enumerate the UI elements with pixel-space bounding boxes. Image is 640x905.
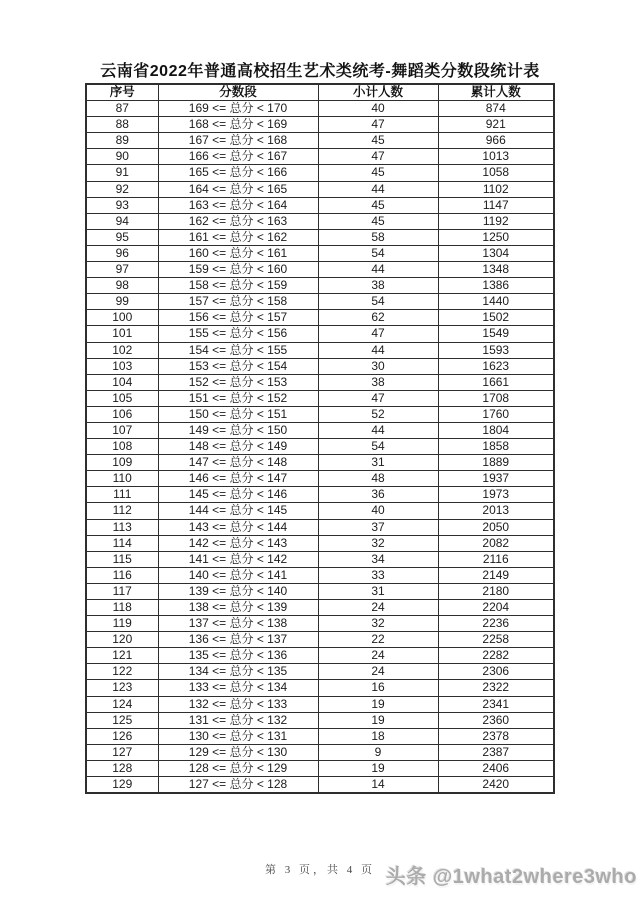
cumulative-count-cell: 1304 bbox=[438, 245, 554, 261]
cumulative-count-cell: 1549 bbox=[438, 326, 554, 342]
score-range-cell: 165 <= 总分 < 166 bbox=[158, 165, 318, 181]
table-row bbox=[86, 648, 554, 664]
score-range-cell: 167 <= 总分 < 168 bbox=[158, 133, 318, 149]
table-row bbox=[86, 519, 554, 535]
table-row bbox=[86, 358, 554, 374]
subtotal-count-cell: 30 bbox=[318, 358, 438, 374]
subtotal-count-cell: 44 bbox=[318, 262, 438, 278]
subtotal-count-cell: 47 bbox=[318, 390, 438, 406]
table-row bbox=[86, 777, 554, 794]
table-row bbox=[86, 535, 554, 551]
subtotal-count-cell: 62 bbox=[318, 310, 438, 326]
score-range-cell: 161 <= 总分 < 162 bbox=[158, 229, 318, 245]
score-range-cell: 149 <= 总分 < 150 bbox=[158, 422, 318, 438]
cumulative-count-cell: 2420 bbox=[438, 777, 554, 794]
subtotal-count-cell: 54 bbox=[318, 245, 438, 261]
table-row bbox=[86, 181, 554, 197]
column-header: 累计人数 bbox=[438, 84, 554, 101]
score-range-cell: 154 <= 总分 < 155 bbox=[158, 342, 318, 358]
page-title: 云南省2022年普通高校招生艺术类统考-舞蹈类分数段统计表 bbox=[100, 63, 540, 80]
cumulative-count-cell: 1973 bbox=[438, 487, 554, 503]
table-row bbox=[86, 471, 554, 487]
table-row bbox=[86, 616, 554, 632]
cumulative-count-cell: 2387 bbox=[438, 744, 554, 760]
score-range-cell: 148 <= 总分 < 149 bbox=[158, 439, 318, 455]
cumulative-count-cell: 1013 bbox=[438, 149, 554, 165]
subtotal-count-cell: 38 bbox=[318, 374, 438, 390]
table-row bbox=[86, 229, 554, 245]
subtotal-count-cell: 24 bbox=[318, 600, 438, 616]
serial-number-cell: 96 bbox=[86, 245, 158, 261]
column-header: 分数段 bbox=[158, 84, 318, 101]
table-row bbox=[86, 664, 554, 680]
toutiao-watermark: 头条 @1what2where3who bbox=[385, 866, 637, 888]
serial-number-cell: 105 bbox=[86, 390, 158, 406]
subtotal-count-cell: 19 bbox=[318, 712, 438, 728]
subtotal-count-cell: 38 bbox=[318, 278, 438, 294]
cumulative-count-cell: 1858 bbox=[438, 439, 554, 455]
subtotal-count-cell: 54 bbox=[318, 294, 438, 310]
score-range-cell: 129 <= 总分 < 130 bbox=[158, 744, 318, 760]
subtotal-count-cell: 31 bbox=[318, 583, 438, 599]
table-row bbox=[86, 487, 554, 503]
subtotal-count-cell: 44 bbox=[318, 342, 438, 358]
subtotal-count-cell: 45 bbox=[318, 133, 438, 149]
serial-number-cell: 87 bbox=[86, 101, 158, 117]
serial-number-cell: 90 bbox=[86, 149, 158, 165]
subtotal-count-cell: 19 bbox=[318, 760, 438, 776]
table-row bbox=[86, 551, 554, 567]
score-range-cell: 160 <= 总分 < 161 bbox=[158, 245, 318, 261]
score-range-cell: 146 <= 总分 < 147 bbox=[158, 471, 318, 487]
score-range-cell: 133 <= 总分 < 134 bbox=[158, 680, 318, 696]
score-range-cell: 127 <= 总分 < 128 bbox=[158, 777, 318, 794]
cumulative-count-cell: 2306 bbox=[438, 664, 554, 680]
column-header: 序号 bbox=[86, 84, 158, 101]
cumulative-count-cell: 2149 bbox=[438, 567, 554, 583]
table-row bbox=[86, 326, 554, 342]
cumulative-count-cell: 1348 bbox=[438, 262, 554, 278]
serial-number-cell: 98 bbox=[86, 278, 158, 294]
table-row bbox=[86, 600, 554, 616]
score-range-cell: 159 <= 总分 < 160 bbox=[158, 262, 318, 278]
subtotal-count-cell: 52 bbox=[318, 406, 438, 422]
cumulative-count-cell: 1502 bbox=[438, 310, 554, 326]
serial-number-cell: 93 bbox=[86, 197, 158, 213]
subtotal-count-cell: 47 bbox=[318, 149, 438, 165]
score-range-cell: 142 <= 总分 < 143 bbox=[158, 535, 318, 551]
serial-number-cell: 121 bbox=[86, 648, 158, 664]
table-row bbox=[86, 213, 554, 229]
subtotal-count-cell: 33 bbox=[318, 567, 438, 583]
score-range-cell: 128 <= 总分 < 129 bbox=[158, 760, 318, 776]
table-row bbox=[86, 422, 554, 438]
subtotal-count-cell: 54 bbox=[318, 439, 438, 455]
serial-number-cell: 99 bbox=[86, 294, 158, 310]
score-range-cell: 131 <= 总分 < 132 bbox=[158, 712, 318, 728]
table-row bbox=[86, 342, 554, 358]
cumulative-count-cell: 1593 bbox=[438, 342, 554, 358]
score-range-cell: 135 <= 总分 < 136 bbox=[158, 648, 318, 664]
table-row bbox=[86, 583, 554, 599]
cumulative-count-cell: 2360 bbox=[438, 712, 554, 728]
subtotal-count-cell: 34 bbox=[318, 551, 438, 567]
subtotal-count-cell: 14 bbox=[318, 777, 438, 794]
serial-number-cell: 104 bbox=[86, 374, 158, 390]
subtotal-count-cell: 37 bbox=[318, 519, 438, 535]
subtotal-count-cell: 32 bbox=[318, 535, 438, 551]
cumulative-count-cell: 874 bbox=[438, 101, 554, 117]
serial-number-cell: 113 bbox=[86, 519, 158, 535]
score-range-cell: 137 <= 总分 < 138 bbox=[158, 616, 318, 632]
serial-number-cell: 129 bbox=[86, 777, 158, 794]
serial-number-cell: 97 bbox=[86, 262, 158, 278]
cumulative-count-cell: 966 bbox=[438, 133, 554, 149]
table-row bbox=[86, 406, 554, 422]
table-row bbox=[86, 101, 554, 117]
score-range-cell: 140 <= 总分 < 141 bbox=[158, 567, 318, 583]
serial-number-cell: 107 bbox=[86, 422, 158, 438]
cumulative-count-cell: 1386 bbox=[438, 278, 554, 294]
serial-number-cell: 117 bbox=[86, 583, 158, 599]
table-row bbox=[86, 310, 554, 326]
subtotal-count-cell: 45 bbox=[318, 165, 438, 181]
cumulative-count-cell: 1760 bbox=[438, 406, 554, 422]
page-number-footer: 第 3 页，共 4 页 bbox=[265, 864, 375, 876]
score-range-cell: 152 <= 总分 < 153 bbox=[158, 374, 318, 390]
serial-number-cell: 118 bbox=[86, 600, 158, 616]
table-row bbox=[86, 197, 554, 213]
table-header-row bbox=[86, 84, 554, 101]
score-range-cell: 150 <= 总分 < 151 bbox=[158, 406, 318, 422]
serial-number-cell: 92 bbox=[86, 181, 158, 197]
score-range-cell: 153 <= 总分 < 154 bbox=[158, 358, 318, 374]
score-range-cell: 136 <= 总分 < 137 bbox=[158, 632, 318, 648]
subtotal-count-cell: 18 bbox=[318, 728, 438, 744]
table-row bbox=[86, 133, 554, 149]
table-row bbox=[86, 744, 554, 760]
table-row bbox=[86, 262, 554, 278]
score-range-cell: 134 <= 总分 < 135 bbox=[158, 664, 318, 680]
serial-number-cell: 100 bbox=[86, 310, 158, 326]
cumulative-count-cell: 1937 bbox=[438, 471, 554, 487]
score-range-cell: 145 <= 总分 < 146 bbox=[158, 487, 318, 503]
score-statistics-table bbox=[85, 83, 555, 794]
cumulative-count-cell: 2082 bbox=[438, 535, 554, 551]
cumulative-count-cell: 1250 bbox=[438, 229, 554, 245]
table-row bbox=[86, 567, 554, 583]
table-row bbox=[86, 503, 554, 519]
subtotal-count-cell: 32 bbox=[318, 616, 438, 632]
serial-number-cell: 123 bbox=[86, 680, 158, 696]
score-table-body bbox=[86, 101, 554, 794]
serial-number-cell: 108 bbox=[86, 439, 158, 455]
serial-number-cell: 127 bbox=[86, 744, 158, 760]
serial-number-cell: 124 bbox=[86, 696, 158, 712]
serial-number-cell: 126 bbox=[86, 728, 158, 744]
score-range-cell: 163 <= 总分 < 164 bbox=[158, 197, 318, 213]
subtotal-count-cell: 47 bbox=[318, 117, 438, 133]
serial-number-cell: 102 bbox=[86, 342, 158, 358]
cumulative-count-cell: 1192 bbox=[438, 213, 554, 229]
score-range-cell: 166 <= 总分 < 167 bbox=[158, 149, 318, 165]
column-header: 小计人数 bbox=[318, 84, 438, 101]
serial-number-cell: 128 bbox=[86, 760, 158, 776]
table-row bbox=[86, 439, 554, 455]
subtotal-count-cell: 9 bbox=[318, 744, 438, 760]
score-range-cell: 164 <= 总分 < 165 bbox=[158, 181, 318, 197]
cumulative-count-cell: 1058 bbox=[438, 165, 554, 181]
score-range-cell: 143 <= 总分 < 144 bbox=[158, 519, 318, 535]
subtotal-count-cell: 31 bbox=[318, 455, 438, 471]
subtotal-count-cell: 45 bbox=[318, 197, 438, 213]
score-range-cell: 168 <= 总分 < 169 bbox=[158, 117, 318, 133]
cumulative-count-cell: 2180 bbox=[438, 583, 554, 599]
cumulative-count-cell: 2236 bbox=[438, 616, 554, 632]
table-row bbox=[86, 117, 554, 133]
cumulative-count-cell: 2050 bbox=[438, 519, 554, 535]
serial-number-cell: 109 bbox=[86, 455, 158, 471]
score-range-cell: 139 <= 总分 < 140 bbox=[158, 583, 318, 599]
subtotal-count-cell: 16 bbox=[318, 680, 438, 696]
subtotal-count-cell: 40 bbox=[318, 101, 438, 117]
serial-number-cell: 95 bbox=[86, 229, 158, 245]
score-range-cell: 144 <= 总分 < 145 bbox=[158, 503, 318, 519]
table-row bbox=[86, 390, 554, 406]
table-row bbox=[86, 712, 554, 728]
cumulative-count-cell: 921 bbox=[438, 117, 554, 133]
table-row bbox=[86, 760, 554, 776]
score-range-cell: 132 <= 总分 < 133 bbox=[158, 696, 318, 712]
subtotal-count-cell: 24 bbox=[318, 664, 438, 680]
cumulative-count-cell: 1804 bbox=[438, 422, 554, 438]
subtotal-count-cell: 48 bbox=[318, 471, 438, 487]
score-range-cell: 151 <= 总分 < 152 bbox=[158, 390, 318, 406]
cumulative-count-cell: 1623 bbox=[438, 358, 554, 374]
subtotal-count-cell: 58 bbox=[318, 229, 438, 245]
score-range-cell: 147 <= 总分 < 148 bbox=[158, 455, 318, 471]
table-row bbox=[86, 455, 554, 471]
serial-number-cell: 89 bbox=[86, 133, 158, 149]
serial-number-cell: 125 bbox=[86, 712, 158, 728]
serial-number-cell: 106 bbox=[86, 406, 158, 422]
table-row bbox=[86, 728, 554, 744]
cumulative-count-cell: 1889 bbox=[438, 455, 554, 471]
serial-number-cell: 111 bbox=[86, 487, 158, 503]
cumulative-count-cell: 1708 bbox=[438, 390, 554, 406]
subtotal-count-cell: 47 bbox=[318, 326, 438, 342]
cumulative-count-cell: 2116 bbox=[438, 551, 554, 567]
table-row bbox=[86, 278, 554, 294]
cumulative-count-cell: 2322 bbox=[438, 680, 554, 696]
cumulative-count-cell: 2378 bbox=[438, 728, 554, 744]
table-row bbox=[86, 165, 554, 181]
table-row bbox=[86, 245, 554, 261]
cumulative-count-cell: 1147 bbox=[438, 197, 554, 213]
serial-number-cell: 114 bbox=[86, 535, 158, 551]
cumulative-count-cell: 2341 bbox=[438, 696, 554, 712]
subtotal-count-cell: 44 bbox=[318, 422, 438, 438]
cumulative-count-cell: 2204 bbox=[438, 600, 554, 616]
subtotal-count-cell: 24 bbox=[318, 648, 438, 664]
score-range-cell: 157 <= 总分 < 158 bbox=[158, 294, 318, 310]
cumulative-count-cell: 2406 bbox=[438, 760, 554, 776]
table-row bbox=[86, 632, 554, 648]
table-row bbox=[86, 294, 554, 310]
score-range-cell: 162 <= 总分 < 163 bbox=[158, 213, 318, 229]
table-row bbox=[86, 149, 554, 165]
table-row bbox=[86, 696, 554, 712]
table-row bbox=[86, 374, 554, 390]
score-range-cell: 130 <= 总分 < 131 bbox=[158, 728, 318, 744]
subtotal-count-cell: 45 bbox=[318, 213, 438, 229]
subtotal-count-cell: 36 bbox=[318, 487, 438, 503]
serial-number-cell: 116 bbox=[86, 567, 158, 583]
subtotal-count-cell: 22 bbox=[318, 632, 438, 648]
serial-number-cell: 120 bbox=[86, 632, 158, 648]
serial-number-cell: 94 bbox=[86, 213, 158, 229]
serial-number-cell: 115 bbox=[86, 551, 158, 567]
cumulative-count-cell: 1102 bbox=[438, 181, 554, 197]
table-row bbox=[86, 680, 554, 696]
subtotal-count-cell: 19 bbox=[318, 696, 438, 712]
serial-number-cell: 122 bbox=[86, 664, 158, 680]
score-range-cell: 141 <= 总分 < 142 bbox=[158, 551, 318, 567]
serial-number-cell: 119 bbox=[86, 616, 158, 632]
serial-number-cell: 101 bbox=[86, 326, 158, 342]
cumulative-count-cell: 2013 bbox=[438, 503, 554, 519]
serial-number-cell: 110 bbox=[86, 471, 158, 487]
subtotal-count-cell: 40 bbox=[318, 503, 438, 519]
score-range-cell: 169 <= 总分 < 170 bbox=[158, 101, 318, 117]
subtotal-count-cell: 44 bbox=[318, 181, 438, 197]
serial-number-cell: 112 bbox=[86, 503, 158, 519]
serial-number-cell: 91 bbox=[86, 165, 158, 181]
cumulative-count-cell: 2282 bbox=[438, 648, 554, 664]
score-range-cell: 138 <= 总分 < 139 bbox=[158, 600, 318, 616]
score-range-cell: 155 <= 总分 < 156 bbox=[158, 326, 318, 342]
serial-number-cell: 103 bbox=[86, 358, 158, 374]
cumulative-count-cell: 1440 bbox=[438, 294, 554, 310]
serial-number-cell: 88 bbox=[86, 117, 158, 133]
cumulative-count-cell: 2258 bbox=[438, 632, 554, 648]
score-range-cell: 156 <= 总分 < 157 bbox=[158, 310, 318, 326]
score-range-cell: 158 <= 总分 < 159 bbox=[158, 278, 318, 294]
cumulative-count-cell: 1661 bbox=[438, 374, 554, 390]
